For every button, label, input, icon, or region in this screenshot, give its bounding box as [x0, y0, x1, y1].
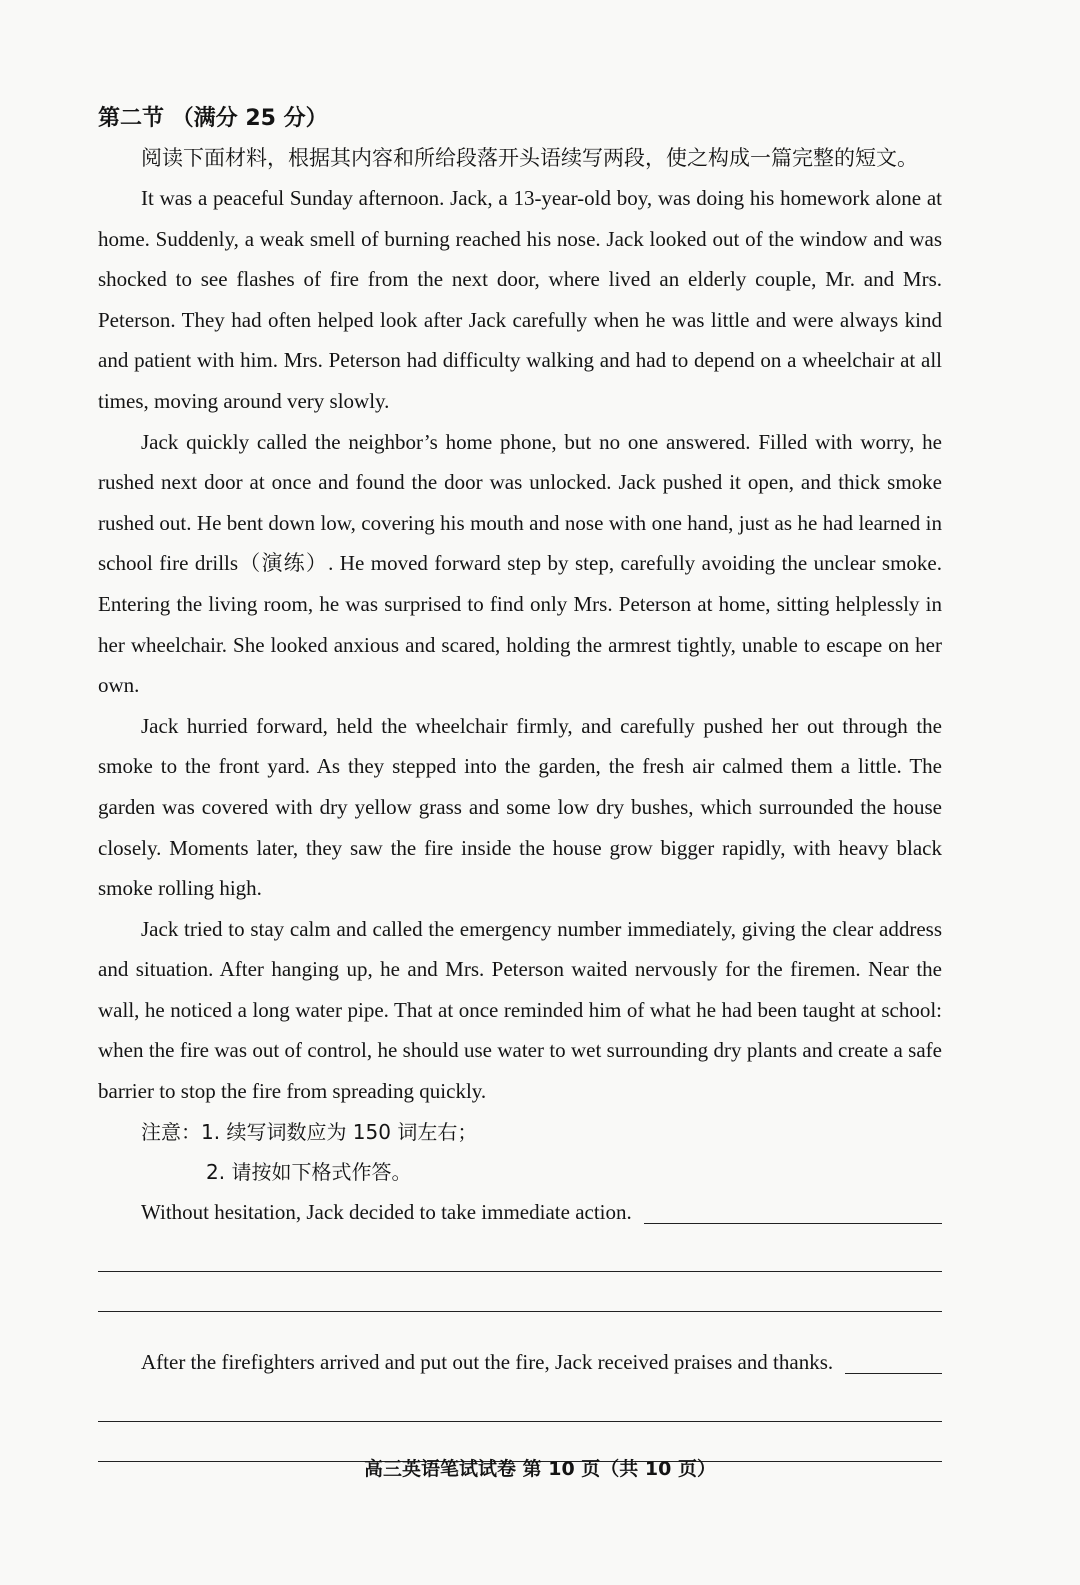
answer-blank-2[interactable] — [845, 1373, 942, 1374]
section-instruction: 阅读下面材料，根据其内容和所给段落开头语续写两段，使之构成一篇完整的短文。 — [141, 146, 918, 170]
answer-line[interactable] — [98, 1272, 942, 1312]
answer-line[interactable] — [98, 1382, 942, 1422]
writing-notes — [98, 1112, 942, 1192]
passage-paragraph-4: Jack tried to stay calm and called the emergency number immediately, giving the clear address and situation. After hanging up, he and Mrs. Peterson waited nervously for the firemen. Near the wall, he noticed a long water pipe. That at once reminded him of what he had been taught at school: when the fire was out of control, he should use water to wet surrounding dry plants and create a safe barrier to stop the fire from spreading quickly. — [98, 916, 942, 1104]
note-format: 2. 请按如下格式作答。 — [206, 1159, 412, 1184]
answer-area-1 — [98, 1192, 942, 1312]
answer-area-2 — [98, 1342, 942, 1462]
opener-1-text: Without hesitation, Jack decided to take immediate action. — [141, 1199, 632, 1224]
paragraph-opener-1 — [98, 1192, 942, 1232]
answer-line[interactable] — [98, 1232, 942, 1272]
exam-page — [98, 100, 942, 1462]
section-title: 第二节 （满分 25 分） — [98, 106, 328, 131]
paragraph-opener-2 — [98, 1342, 942, 1382]
note-word-count: 注意：1. 续写词数应为 150 词左右； — [141, 1119, 478, 1144]
page-footer: 高三英语笔试试卷 第 10 页（共 10 页） — [364, 1458, 716, 1480]
answer-blank-1[interactable] — [644, 1223, 942, 1224]
passage-paragraph-1: It was a peaceful Sunday afternoon. Jack, a 13-year-old boy, was doing his homework alone at home. Suddenly, a weak smell of burning reached his nose. Jack looked out of the window and was shocked to see flashes of fire from the next door, where lived an elderly couple, Mr. and Mrs. Peterson. They had often helped look after Jack carefully when he was little and were always kind and patient with him. Mrs. Peterson had difficulty walking and had to depend on a wheelchair at all times, moving around very slowly. — [98, 186, 942, 413]
passage-paragraph-2: Jack quickly called the neighbor’s home phone, but no one answered. Filled with worry, he rushed next door at once and found the door was unlocked. Jack pushed it open, and thick smoke rushed out. He bent down low, covering his mouth and nose with one hand, just as he had learned in school fire drills（演练）. He moved forward step by step, carefully avoiding the unclear smoke. Entering the living room, he was surprised to find only Mrs. Peterson at home, sitting helplessly in her wheelchair. She looked anxious and scared, holding the armrest tightly, unable to escape on her own. — [98, 429, 942, 698]
passage-paragraph-3: Jack hurried forward, held the wheelchair firmly, and carefully pushed her out through the smoke to the front yard. As they stepped into the garden, the fresh air calmed them a little. The garden was covered with dry yellow grass and some low dry bushes, which surrounded the house closely. Moments later, they saw the fire inside the house grow bigger rapidly, with heavy black smoke rolling high. — [98, 713, 942, 901]
opener-2-text: After the firefighters arrived and put out the fire, Jack received praises and thanks. — [141, 1349, 834, 1374]
reading-passage — [98, 178, 942, 1112]
